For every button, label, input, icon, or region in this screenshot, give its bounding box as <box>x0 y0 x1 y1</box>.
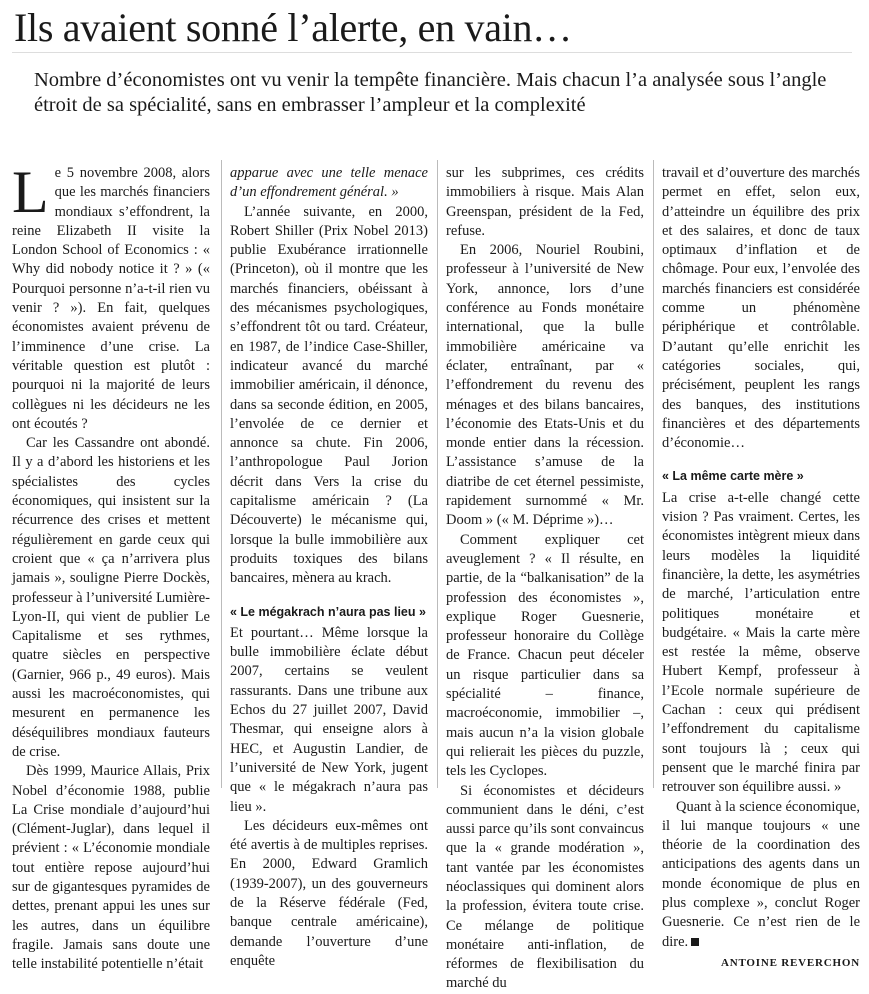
headline-divider <box>12 52 852 53</box>
column-rule <box>437 160 438 788</box>
paragraph: L’année suivante, en 2000, Robert Shiller (Prix Nobel 2013) publie Exubérance irrationnelle (Princeton), où il montre que les marchés financiers, obéissant à des mécanismes psychologiques, s’effondrent tôt ou tard. Créateur, en 1987, de l’indice Case-Shiller, indicateur avancé du marché immobilier américain, il dénonce, dans sa seconde édition, en 2005, l’envolée de ce dernier et annonce sa chute. Fin 2006, l’anthropologue Paul Jorion décrit dans Vers la crise du capitalisme américain ? (La Découverte) le mécanisme qui, lorsque la bulle immobilière aux produits toxiques des bilans bancaires, mènera au krach. <box>230 203 428 587</box>
column-4 <box>662 164 860 973</box>
paragraph: Le 5 novembre 2008, alors que les marchés financiers mondiaux s’effondrent, la reine Elizabeth II visite la London School of Economics : « Why did nobody notice it ? » (« Pourquoi personne n’a-t-il rien vu venir ? »). En fait, quelques économistes avaient prévenu de l’imminence d’une crise. La véritable question est plutôt : pourquoi ni la majorité de leurs collègues ni les décideurs ne les ont écoutés ? <box>12 159 210 432</box>
paragraph: Car les Cassandre ont abondé. Il y a d’abord les historiens et les spécialistes des cycles économiques, qui insistent sur la récurrence des crises et mettent régulièrement en garde ceux qui croient que « ça n’arrivera plus jamais », souligne Pierre Dockès, professeur à l’université Lumière-Lyon-II, qui vient de publier Le Capitalisme et ses rythmes, quatre siècles en perspective (Garnier, 966 p., 49 euros). Mais aussi les macroéconomistes, qui mesurent en permanence les déséquilibres mondiaux fauteurs de crise. <box>12 435 210 760</box>
paragraph: Les décideurs eux-mêmes ont été avertis à de multiples reprises. En 2000, Edward Gramlich (1939-2007), un des gouverneurs de la Réserve fédérale (Fed, banque centrale américaine), demande l’ouverture d’une enquête <box>230 817 428 969</box>
column-rule <box>221 160 222 788</box>
paragraph: apparue avec une telle menace d’un effondrement général. » <box>230 165 428 201</box>
intertitle: « Le mégakrach n’aura pas lieu » <box>230 604 426 619</box>
paragraph: Si économistes et décideurs communient dans le déni, c’est aussi parce qu’ils sont convaincus que la « grande modération », tant vantée par les économistes néoclassiques qui dominent alors la profession, évitera toute crise. Ce mélange de politique monétaire anti-inflation, de réformes de flexibilisation du marché du <box>446 782 644 992</box>
drop-cap: L <box>12 159 49 225</box>
paragraph: En 2006, Nouriel Roubini, professeur à l’université de New York, annonce, lors d’une conférence au Fonds monétaire international, que la bulle immobilière américaine va éclater, entraînant, par « l’effondrement du revenu des ménages et des bilans bancaires, l’économie des Etats-Unis et du monde entier dans la récession. L’assistance s’amuse de la diatribe de cet éternel pessimiste, rapidement surnommé « Mr. Doom » (« M. Déprime »)… <box>446 242 644 529</box>
column-3 <box>446 164 644 994</box>
paragraph: travail et d’ouverture des marchés permet en effet, selon eux, d’atteindre un équilibre des prix et des salaires, et donc de taux optimaux d’inflation et de chômage. Pour eux, l’envolée des marchés financiers est considérée comme un phénomène périphérique et contrôlable. D’autant qu’elle enrichit les catégories sociales, qui, précisément, peuplent les rangs des banques, des institutions financières et des départements d’économie… <box>662 165 860 452</box>
paragraph: Comment expliquer cet aveuglement ? « Il résulte, en partie, de la “balkanisation” de la profession des économistes », explique Roger Guesnerie, professeur honoraire du Collège de France. Chacun peut déceler un risque particulier dans sa spécialité – finance, macroéconomie, immobilier –, mais aucun n’a la vision globale qui relierait les pièces du puzzle, tels les Cyclopes. <box>446 531 644 780</box>
paragraph: Et pourtant… Même lorsque la bulle immobilière éclate début 2007, certains se veulent rassurants. Dans une tribune aux Echos du 27 juillet 2007, David Thesmar, qui enseigne alors à HEC, et Augustin Landier, de l’université de New York, jugent que « le mégakrach n’aura pas lieu ». <box>230 624 428 815</box>
column-1 <box>12 159 210 974</box>
subhead: Nombre d’économistes ont vu venir la tempête financière. Mais chacun l’a analysée sous l’angle étroit de sa spécialité, sans en embrasser l’ampleur et la complexité <box>34 69 827 116</box>
column-2 <box>230 164 428 971</box>
intertitle: « La même carte mère » <box>662 469 804 484</box>
end-mark-icon <box>691 938 699 946</box>
paragraph: Quant à la science économique, il lui manque toujours « une théorie de la coordination des anticipations des agents dans un monde économique de plus en plus complexe », conclut Roger Guesnerie. Ce n’est rien de le dire. <box>662 798 860 950</box>
paragraph: Dès 1999, Maurice Allais, Prix Nobel d’économie 1988, publie La Crise mondiale d’aujourd’hui (Clément-Juglar), dans lequel il prévient : « L’économie mondiale tout entière repose aujourd’hui sur de gigantesques pyramides de dettes, prenant appui les unes sur les autres, dans un équilibre fragile. Jamais sans doute une telle instabilité potentielle n’était <box>12 763 210 973</box>
author-signature: ANTOINE REVERCHON <box>721 956 860 969</box>
paragraph: La crise a-t-elle changé cette vision ? Pas vraiment. Certes, les économistes intègrent mieux dans leurs modèles la liquidité financière, la dette, les asymétries de marché, l’articulation entre politiques monétaire et budgétaire. « Mais la carte mère est restée la même, observe Hubert Kempf, professeur à l’Ecole normale supérieure de Cachan : ceux qui prédisent l’effondrement du capitalisme sont toujours là ; ceux qui pensent que le marché finira par retrouver son équilibre aussi. » <box>662 489 860 796</box>
paragraph: sur les subprimes, ces crédits immobiliers à risque. Mais Alan Greenspan, président de la Fed, refuse. <box>446 165 644 239</box>
column-rule <box>653 160 654 788</box>
headline: Ils avaient sonné l’alerte, en vain… <box>14 5 572 50</box>
